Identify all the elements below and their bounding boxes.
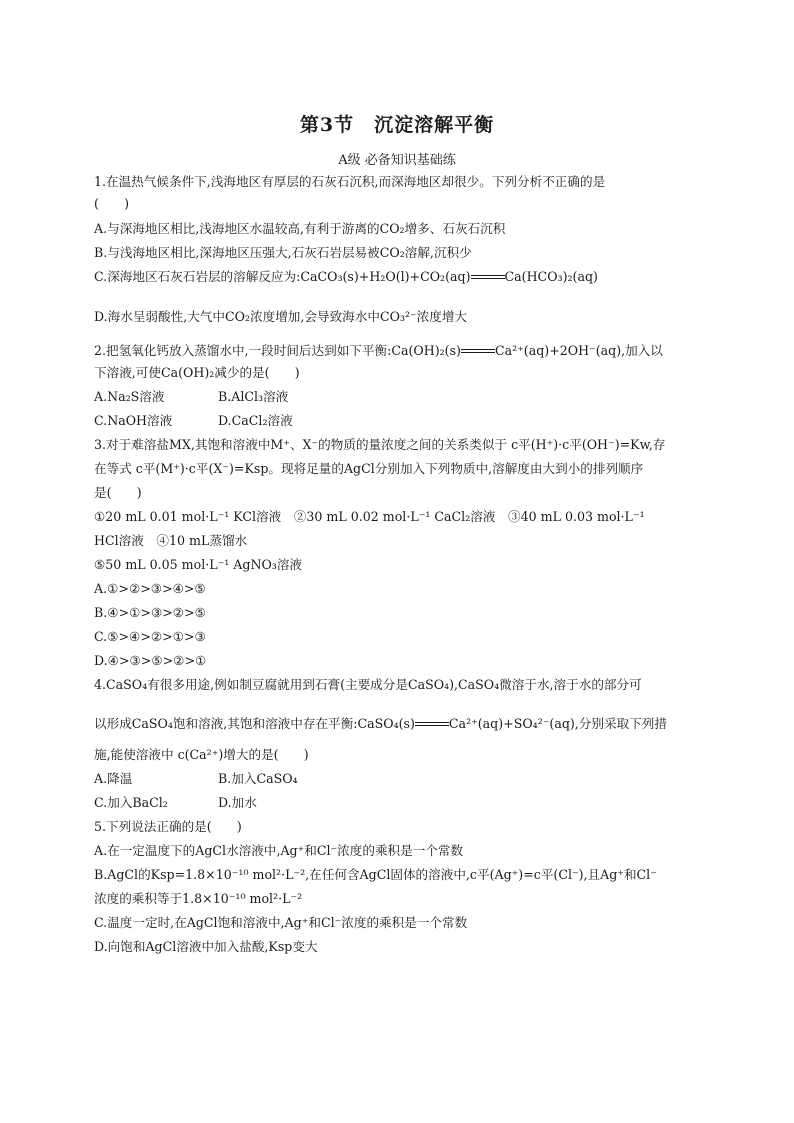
q4-stem-line1: 4.CaSO₄有很多用途,例如制豆腐就用到石膏(主要成分是CaSO₄),CaSO₄微溶于水,溶于水的部分可	[94, 677, 642, 692]
q4-stem-line2-right: Ca²⁺(aq)+SO₄²⁻(aq),分别采取下列措	[448, 716, 667, 731]
q1-answer-paren: ( )	[94, 196, 130, 211]
q2-option-c: C.NaOH溶液	[94, 413, 173, 428]
q4-option-b: B.加入CaSO₄	[218, 771, 298, 786]
q3-option-a: A.①>②>③>④>⑤	[94, 581, 206, 596]
q3-stem-line2: 在等式 c平(M⁺)·c平(X⁻)=Ksp。现将足量的AgCl分别加入下列物质中,溶解度由大到小的排列顺序	[94, 461, 644, 476]
q1-option-a: A.与深海地区相比,浅海地区水温较高,有利于游离的CO₂增多、石灰石沉积	[94, 221, 506, 236]
q5-option-d: D.向饱和AgCl溶液中加入盐酸,Ksp变大	[94, 939, 318, 954]
q4-stem-line3: 施,能使溶液中 c(Ca²⁺)增大的是( )	[94, 747, 309, 762]
q1-option-c	[94, 269, 598, 285]
q2-stem-line2: 下溶液,可使Ca(OH)₂减少的是( )	[94, 365, 300, 380]
q3-stem-line1: 3.对于难溶盐MX,其饱和溶液中M⁺、X⁻的物质的量浓度之间的关系类似于 c平(H⁺)·c平(OH⁻)=Kw,存	[94, 437, 666, 452]
q5-option-b-line1: B.AgCl的Ksp=1.8×10⁻¹⁰ mol²·L⁻²,在任何含AgCl固体的溶液中,c平(Ag⁺)=c平(Cl⁻),且Ag⁺和Cl⁻	[94, 867, 657, 882]
q4-option-c: C.加入BaCl₂	[94, 795, 168, 810]
q4-stem-line2	[94, 716, 667, 732]
page-title: 第3节 沉淀溶解平衡	[299, 114, 495, 136]
q5-option-c: C.温度一定时,在AgCl饱和溶液中,Ag⁺和Cl⁻浓度的乘积是一个常数	[94, 915, 468, 930]
q1-option-c-right: Ca(HCO₃)₂(aq)	[504, 269, 598, 284]
q2-stem-left: 2.把氢氧化钙放入蒸馏水中,一段时间后达到如下平衡:Ca(OH)₂(s)	[94, 343, 461, 358]
q3-option-b: B.④>①>③>②>⑤	[94, 605, 206, 620]
q5-option-b-line2: 浓度的乘积等于1.8×10⁻¹⁰ mol²·L⁻²	[94, 891, 303, 906]
equilibrium-arrow-icon	[471, 273, 505, 283]
q1-option-b: B.与浅海地区相比,深海地区压强大,石灰石岩层易被CO₂溶解,沉积少	[94, 245, 472, 260]
q3-option-d: D.④>③>⑤>②>①	[94, 653, 207, 668]
q5-stem: 5.下列说法正确的是( )	[94, 819, 242, 834]
q3-item-line1: ①20 mL 0.01 mol·L⁻¹ KCl溶液 ②30 mL 0.02 mol·L⁻¹ CaCl₂溶液 ③40 mL 0.03 mol·L⁻¹	[94, 509, 645, 524]
q3-stem-line3: 是( )	[94, 485, 142, 500]
equilibrium-arrow-icon	[415, 720, 449, 730]
q2-stem	[94, 343, 663, 359]
q5-option-a: A.在一定温度下的AgCl水溶液中,Ag⁺和Cl⁻浓度的乘积是一个常数	[94, 843, 464, 858]
q1-option-d: D.海水呈弱酸性,大气中CO₂浓度增加,会导致海水中CO₃²⁻浓度增大	[94, 309, 468, 324]
q1-option-c-left: C.深海地区石灰石岩层的溶解反应为:CaCO₃(s)+H₂O(l)+CO₂(aq)	[94, 269, 471, 284]
q1-stem: 1.在温热气候条件下,浅海地区有厚层的石灰石沉积,而深海地区却很少。下列分析不正确的是	[94, 174, 606, 189]
q3-item-line3: ⑤50 mL 0.05 mol·L⁻¹ AgNO₃溶液	[94, 557, 303, 572]
section-subtitle: A级 必备知识基础练	[338, 153, 456, 168]
q2-stem-right: Ca²⁺(aq)+2OH⁻(aq),加入以	[494, 343, 663, 358]
q4-option-a: A.降温	[94, 771, 133, 786]
q4-stem-line2-left: 以形成CaSO₄饱和溶液,其饱和溶液中存在平衡:CaSO₄(s)	[94, 716, 415, 731]
q2-option-a: A.Na₂S溶液	[94, 389, 165, 404]
q4-option-d: D.加水	[218, 795, 257, 810]
equilibrium-arrow-icon	[461, 347, 495, 357]
q3-item-line2: HCl溶液 ④10 mL蒸馏水	[94, 533, 248, 548]
q2-option-d: D.CaCl₂溶液	[218, 413, 293, 428]
q3-option-c: C.⑤>④>②>①>③	[94, 629, 206, 644]
q2-option-b: B.AlCl₃溶液	[218, 389, 289, 404]
